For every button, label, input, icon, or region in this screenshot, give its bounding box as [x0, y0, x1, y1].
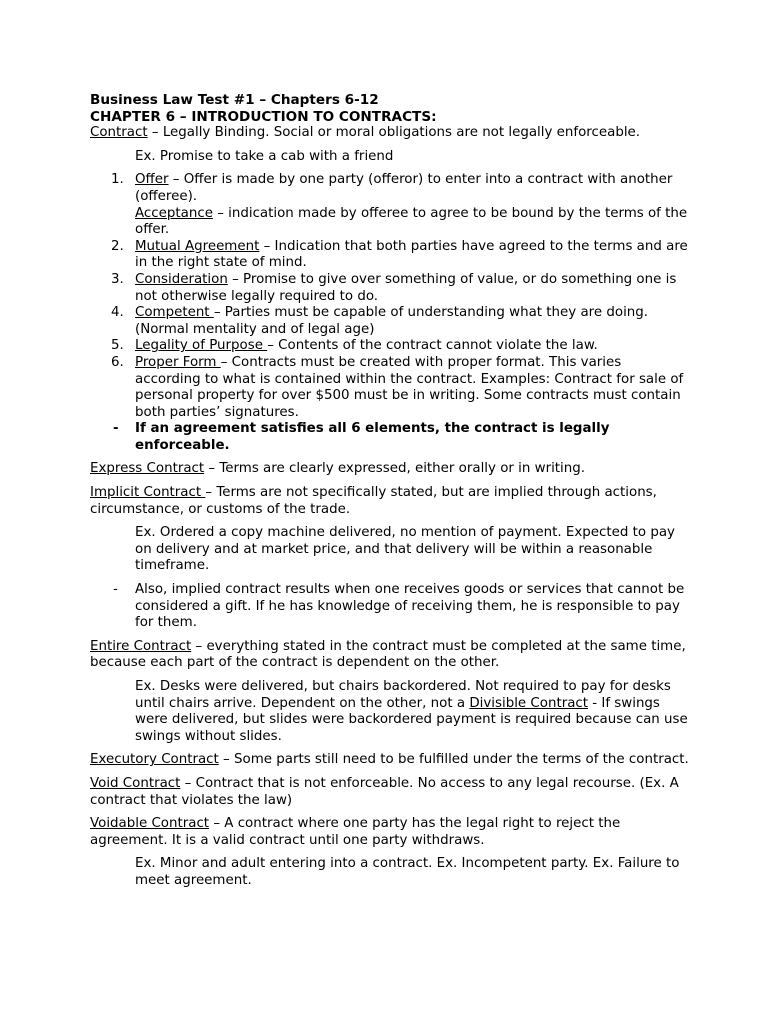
- implicit-contract-definition: [90, 485, 690, 518]
- term-legality-of-purpose: Legality of Purpose: [135, 338, 268, 354]
- element-item-mutual-agreement: [90, 239, 690, 272]
- void-contract-definition: [90, 776, 690, 809]
- term-void-contract: Void Contract: [90, 775, 181, 791]
- term-contract: Contract: [90, 125, 148, 141]
- element-text: – Promise to give over something of value, or do something one is not otherwise legally required to do.: [135, 271, 677, 304]
- entire-contract-example: [135, 679, 690, 745]
- term-entire-contract: Entire Contract: [90, 638, 192, 654]
- element-number: 4.: [111, 305, 124, 321]
- implicit-contract-note: [90, 582, 690, 632]
- term-competent: Competent: [135, 305, 214, 321]
- element-text: – Indication that both parties have agreed to the terms and are in the right state of mind.: [135, 238, 688, 271]
- elements-summary-text: If an agreement satisfies all 6 elements, the contract is legally enforceable.: [135, 421, 610, 453]
- term-voidable-contract: Voidable Contract: [90, 816, 210, 832]
- void-contract-text: – Contract that is not enforceable. No access to any legal recourse. (Ex. A contract that violates the law): [90, 775, 679, 808]
- term-mutual-agreement: Mutual Agreement: [135, 238, 260, 254]
- implicit-contract-note-text: Also, implied contract results when one receives goods or services that cannot be considered a gift. If he has knowledge of receiving them, he is responsible to pay for them.: [135, 582, 685, 631]
- element-number: 2.: [111, 238, 124, 254]
- dash-bullet: -: [113, 421, 119, 437]
- express-contract-text: – Terms are clearly expressed, either orally or in writing.: [204, 461, 586, 477]
- dash-bullet: -: [113, 582, 118, 598]
- chapter-heading: CHAPTER 6 – INTRODUCTION TO CONTRACTS:: [90, 108, 437, 125]
- element-subtext: – indication made by offeree to agree to be bound by the terms of the offer.: [135, 205, 688, 238]
- element-text: – Offer is made by one party (offeror) to enter into a contract with another (offeree).: [135, 172, 673, 204]
- element-item-consideration: [90, 272, 690, 305]
- term-express-contract: Express Contract: [90, 461, 205, 477]
- term-proper-form: Proper Form: [135, 354, 221, 370]
- term-executory-contract: Executory Contract: [90, 752, 219, 768]
- executory-contract-definition: [90, 752, 690, 769]
- element-text: – Contents of the contract cannot violate the law.: [267, 338, 598, 354]
- implicit-contract-text: – Terms are not specifically stated, but are implied through actions, circumstance, or customs of the trade.: [90, 485, 657, 517]
- entire-example-text-a: Ex. Desks were delivered, but chairs backordered. Not required to pay for desks until chairs arrive. Dependent on the other, not a: [135, 679, 671, 711]
- element-item-proper-form: [90, 355, 690, 421]
- term-implicit-contract: Implicit Contract: [90, 485, 206, 501]
- document-content: [90, 92, 690, 890]
- entire-contract-text: – everything stated in the contract must be completed at the same time, because each part of the contract is dependent on the other.: [90, 638, 686, 671]
- contract-definition-text: – Legally Binding. Social or moral obligations are not legally enforceable.: [147, 125, 641, 141]
- term-divisible-contract: Divisible Contract: [469, 695, 589, 711]
- term-consideration: Consideration: [135, 271, 228, 287]
- element-number: 3.: [111, 271, 124, 287]
- document-title: Business Law Test #1 – Chapters 6-12: [90, 92, 379, 108]
- element-number: 5.: [111, 338, 124, 354]
- element-item-offer: [90, 172, 690, 238]
- express-contract-definition: [90, 461, 690, 478]
- element-text: – Contracts must be created with proper format. This varies according to what is contained within the contract. Examples: Contract for sale of personal property for over $500 must be in writing. Some contracts must contain both parties’ signatures.: [135, 354, 684, 420]
- contract-example: Ex. Promise to take a cab with a friend: [135, 148, 394, 164]
- term-offer: Offer: [135, 172, 169, 188]
- elements-summary: [90, 421, 690, 454]
- element-number: 6.: [111, 354, 124, 370]
- contract-elements-list: [90, 172, 690, 421]
- voidable-contract-definition: [90, 816, 690, 849]
- implicit-contract-example: Ex. Ordered a copy machine delivered, no mention of payment. Expected to pay on delivery and at market price, and that delivery will be within a reasonable timeframe.: [135, 525, 675, 574]
- term-acceptance: Acceptance: [135, 205, 213, 221]
- contract-definition: [90, 125, 690, 142]
- element-item-legality: [90, 338, 690, 355]
- element-number: 1.: [111, 172, 124, 188]
- element-item-competent: [90, 305, 690, 338]
- executory-contract-text: – Some parts still need to be fulfilled under the terms of the contract.: [218, 752, 689, 768]
- element-text: – Parties must be capable of understanding what they are doing. (Normal mentality and of legal age): [135, 305, 649, 337]
- voidable-contract-example: Ex. Minor and adult entering into a contract. Ex. Incompetent party. Ex. Failure to meet agreement.: [135, 856, 680, 888]
- entire-contract-definition: [90, 639, 690, 672]
- entire-example-text-b: - If swings were delivered, but slides were backordered payment is required because can use swings without slides.: [135, 695, 688, 744]
- voidable-contract-text: – A contract where one party has the legal right to reject the agreement. It is a valid contract until one party withdraws.: [90, 816, 621, 848]
